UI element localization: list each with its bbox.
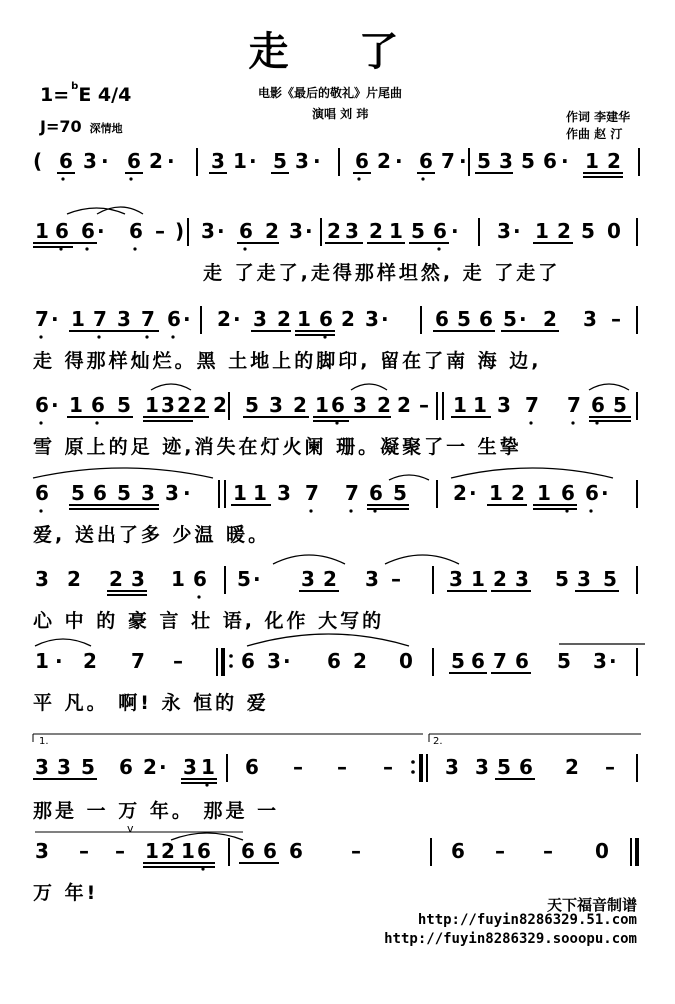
svg-text:6: 6 <box>241 649 255 673</box>
svg-text:2: 2 <box>353 649 367 673</box>
svg-text:2: 2 <box>327 219 341 243</box>
svg-text:3: 3 <box>35 567 49 591</box>
svg-text:2: 2 <box>511 481 525 505</box>
lyricist-credit: 作词 李建华 <box>566 110 631 124</box>
svg-text:·: · <box>513 219 521 243</box>
svg-text:5: 5 <box>451 649 465 673</box>
svg-text:–: – <box>419 393 429 417</box>
svg-text:·: · <box>519 307 527 331</box>
svg-text:0: 0 <box>607 219 621 243</box>
svg-text:2: 2 <box>293 393 307 417</box>
svg-text:·: · <box>97 219 105 243</box>
svg-text:·: · <box>159 755 167 779</box>
svg-text:1: 1 <box>145 839 159 863</box>
svg-text:3: 3 <box>583 307 597 331</box>
svg-text:5: 5 <box>555 567 569 591</box>
svg-text:·: · <box>253 567 261 591</box>
svg-text:1: 1 <box>471 567 485 591</box>
svg-text:2: 2 <box>177 393 191 417</box>
svg-text:·: · <box>55 649 63 673</box>
svg-text:3: 3 <box>35 755 49 779</box>
svg-text:1: 1 <box>145 393 159 417</box>
svg-text:1: 1 <box>253 481 267 505</box>
svg-text:6: 6 <box>355 149 369 173</box>
svg-text:3: 3 <box>353 393 367 417</box>
svg-text:6: 6 <box>433 219 447 243</box>
svg-text:·: · <box>167 149 175 173</box>
svg-text:3: 3 <box>57 755 71 779</box>
svg-text:3: 3 <box>499 149 513 173</box>
svg-text:6: 6 <box>543 149 557 173</box>
svg-text:–: – <box>155 219 165 243</box>
svg-text:·: · <box>283 649 291 673</box>
notation-svg <box>33 298 643 338</box>
lyric-line: 走 了走了,走得那样坦然, 走 了走了 <box>203 262 561 284</box>
svg-text:3: 3 <box>211 149 225 173</box>
svg-text:·: · <box>51 393 59 417</box>
svg-text:3: 3 <box>131 567 145 591</box>
svg-text:6: 6 <box>129 219 143 243</box>
svg-text:v: v <box>127 822 134 835</box>
film-caption: 电影《最后的敬礼》片尾曲 <box>258 86 403 100</box>
svg-text:6: 6 <box>451 839 465 863</box>
svg-text:2: 2 <box>83 649 97 673</box>
composer-credit: 作曲 赵 汀 <box>566 127 623 141</box>
svg-text:): ) <box>175 219 185 243</box>
svg-text:2: 2 <box>543 307 557 331</box>
svg-text:3: 3 <box>253 307 267 331</box>
key-rest: E 4/4 <box>78 84 132 106</box>
svg-text:6: 6 <box>197 839 211 863</box>
notation-svg <box>33 472 643 512</box>
expression-marking: 深情地 <box>89 122 123 135</box>
svg-text:5: 5 <box>613 393 627 417</box>
svg-text:5: 5 <box>503 307 517 331</box>
svg-text:3: 3 <box>497 393 511 417</box>
svg-text:3: 3 <box>301 567 315 591</box>
source-url-2[interactable]: http://fuyin8286329.sooopu.com <box>384 931 637 947</box>
source-url-1[interactable]: http://fuyin8286329.51.com <box>417 912 637 928</box>
svg-text:3: 3 <box>161 393 175 417</box>
svg-text:5: 5 <box>71 481 85 505</box>
svg-text:·: · <box>249 149 257 173</box>
notation-line <box>33 472 643 512</box>
svg-text:7: 7 <box>141 307 155 331</box>
svg-text:6: 6 <box>93 481 107 505</box>
svg-text:6: 6 <box>119 755 133 779</box>
svg-text:–: – <box>391 567 401 591</box>
svg-text:–: – <box>495 839 505 863</box>
svg-text:6: 6 <box>245 755 259 779</box>
svg-text:7: 7 <box>525 393 539 417</box>
svg-text:3: 3 <box>117 307 131 331</box>
svg-text:7: 7 <box>345 481 359 505</box>
svg-text:6: 6 <box>35 393 49 417</box>
lyric-line: 那是 一 万 年。 那是 一 <box>33 800 280 822</box>
svg-text:3: 3 <box>577 567 591 591</box>
svg-text:6: 6 <box>471 649 485 673</box>
notation-svg <box>33 140 643 180</box>
lyric-line: 爱, 送出了多 少温 暖。 <box>33 524 271 546</box>
svg-text:6: 6 <box>327 649 341 673</box>
svg-text:3: 3 <box>269 393 283 417</box>
notation-svg <box>33 210 643 250</box>
svg-text:3: 3 <box>267 649 281 673</box>
svg-text:–: – <box>115 839 125 863</box>
svg-text:3: 3 <box>295 149 309 173</box>
svg-text:·: · <box>381 307 389 331</box>
lyric-line: 平 凡。 啊! 永 恒的 爱 <box>33 692 269 714</box>
svg-text:6: 6 <box>369 481 383 505</box>
svg-text:5: 5 <box>117 481 131 505</box>
key-prefix: 1= <box>40 84 70 106</box>
svg-text:5: 5 <box>237 567 251 591</box>
svg-text:6: 6 <box>239 219 253 243</box>
svg-text:0: 0 <box>595 839 609 863</box>
svg-text:1: 1 <box>297 307 311 331</box>
notation-line <box>33 822 643 870</box>
svg-text:6: 6 <box>35 481 49 505</box>
svg-text:1: 1 <box>171 567 185 591</box>
svg-text:5: 5 <box>245 393 259 417</box>
notation-svg <box>33 558 643 598</box>
svg-text:3: 3 <box>449 567 463 591</box>
svg-text:7: 7 <box>493 649 507 673</box>
svg-text:·: · <box>561 149 569 173</box>
svg-text:6: 6 <box>561 481 575 505</box>
svg-text:1: 1 <box>585 149 599 173</box>
lyric-line: 万 年! <box>33 882 99 904</box>
svg-text:1: 1 <box>489 481 503 505</box>
svg-text:3: 3 <box>289 219 303 243</box>
svg-text:6: 6 <box>479 307 493 331</box>
svg-text:–: – <box>337 755 347 779</box>
svg-text:1.: 1. <box>39 736 49 747</box>
svg-text:3: 3 <box>165 481 179 505</box>
svg-text:·: · <box>305 219 313 243</box>
notation-svg <box>33 822 643 870</box>
song-title: 走 了 <box>248 29 427 75</box>
svg-text:5: 5 <box>273 149 287 173</box>
svg-text:2: 2 <box>213 393 227 417</box>
svg-text:–: – <box>611 307 621 331</box>
notation-line <box>33 736 643 780</box>
svg-text:3: 3 <box>365 307 379 331</box>
svg-text:2: 2 <box>607 149 621 173</box>
svg-text:7: 7 <box>131 649 145 673</box>
svg-text:·: · <box>601 481 609 505</box>
svg-text:7: 7 <box>93 307 107 331</box>
svg-text:6: 6 <box>591 393 605 417</box>
notation-line <box>33 298 643 338</box>
svg-text:3: 3 <box>515 567 529 591</box>
svg-text:5: 5 <box>393 481 407 505</box>
svg-text:1: 1 <box>537 481 551 505</box>
svg-text:2: 2 <box>143 755 157 779</box>
svg-text:3: 3 <box>475 755 489 779</box>
svg-text:6: 6 <box>81 219 95 243</box>
svg-text:7: 7 <box>567 393 581 417</box>
svg-text:6: 6 <box>91 393 105 417</box>
svg-text:7: 7 <box>441 149 455 173</box>
svg-text:·: · <box>609 649 617 673</box>
svg-text:–: – <box>605 755 615 779</box>
svg-text:6: 6 <box>419 149 433 173</box>
svg-text:·: · <box>101 149 109 173</box>
svg-text:2: 2 <box>565 755 579 779</box>
svg-text:1: 1 <box>181 839 195 863</box>
svg-text:2: 2 <box>341 307 355 331</box>
svg-text:2: 2 <box>217 307 231 331</box>
svg-text:1: 1 <box>35 649 49 673</box>
svg-text:2: 2 <box>397 393 411 417</box>
svg-text:1: 1 <box>35 219 49 243</box>
notation-svg <box>33 384 643 424</box>
lyric-line: 走 得那样灿烂。黑 土地上的脚印, 留在了南 海 边, <box>33 350 542 372</box>
svg-text:–: – <box>79 839 89 863</box>
svg-text:·: · <box>183 307 191 331</box>
notation-line <box>33 210 643 250</box>
svg-text:2: 2 <box>323 567 337 591</box>
svg-text:5: 5 <box>521 149 535 173</box>
svg-text:1: 1 <box>71 307 85 331</box>
svg-text:2: 2 <box>161 839 175 863</box>
svg-text:1: 1 <box>473 393 487 417</box>
svg-text:5: 5 <box>117 393 131 417</box>
svg-text:5: 5 <box>557 649 571 673</box>
svg-text:6: 6 <box>289 839 303 863</box>
svg-text:·: · <box>459 149 467 173</box>
key-flat: b <box>71 81 79 92</box>
svg-text:6: 6 <box>241 839 255 863</box>
svg-text:–: – <box>293 755 303 779</box>
svg-text:5: 5 <box>81 755 95 779</box>
svg-text:·: · <box>451 219 459 243</box>
svg-text:1: 1 <box>201 755 215 779</box>
lyric-line: 心 中 的 豪 言 壮 语, 化作 大写的 <box>33 610 385 632</box>
notation-svg <box>33 736 643 780</box>
svg-text:6: 6 <box>319 307 333 331</box>
svg-text:·: · <box>469 481 477 505</box>
notation-svg <box>33 640 643 680</box>
svg-text:2: 2 <box>493 567 507 591</box>
svg-text:·: · <box>395 149 403 173</box>
svg-text:–: – <box>383 755 393 779</box>
svg-text:6: 6 <box>59 149 73 173</box>
svg-text:6: 6 <box>263 839 277 863</box>
tempo-value: J=70 <box>40 117 82 136</box>
notation-line <box>33 558 643 598</box>
svg-text:6: 6 <box>515 649 529 673</box>
svg-text:5: 5 <box>581 219 595 243</box>
engraver-credit: 天下福音制谱 <box>546 896 637 914</box>
svg-text:6: 6 <box>127 149 141 173</box>
svg-text:3: 3 <box>201 219 215 243</box>
svg-text:6: 6 <box>193 567 207 591</box>
key-signature <box>40 81 132 106</box>
svg-text:·: · <box>233 307 241 331</box>
svg-text:6: 6 <box>435 307 449 331</box>
svg-text:3: 3 <box>141 481 155 505</box>
svg-text:1: 1 <box>315 393 329 417</box>
svg-text:3: 3 <box>35 839 49 863</box>
svg-text:1: 1 <box>389 219 403 243</box>
svg-text:1: 1 <box>233 481 247 505</box>
svg-text:7: 7 <box>305 481 319 505</box>
notation-line <box>33 384 643 424</box>
svg-text:0: 0 <box>399 649 413 673</box>
svg-text:2: 2 <box>67 567 81 591</box>
svg-text:·: · <box>51 307 59 331</box>
svg-text:6: 6 <box>55 219 69 243</box>
svg-text:1: 1 <box>535 219 549 243</box>
notation-line <box>33 640 643 680</box>
svg-text:–: – <box>543 839 553 863</box>
svg-text:2: 2 <box>109 567 123 591</box>
svg-text:1: 1 <box>233 149 247 173</box>
svg-text:2: 2 <box>369 219 383 243</box>
svg-text:–: – <box>351 839 361 863</box>
svg-text:6: 6 <box>331 393 345 417</box>
svg-text:2: 2 <box>193 393 207 417</box>
svg-text:2: 2 <box>149 149 163 173</box>
svg-text:1: 1 <box>69 393 83 417</box>
svg-text:3: 3 <box>593 649 607 673</box>
svg-text:5: 5 <box>497 755 511 779</box>
svg-text:2: 2 <box>453 481 467 505</box>
svg-text:3: 3 <box>345 219 359 243</box>
svg-text:5: 5 <box>477 149 491 173</box>
svg-text:2: 2 <box>377 149 391 173</box>
svg-text:·: · <box>183 481 191 505</box>
tempo-marking <box>40 117 123 136</box>
lyric-line: 雪 原上的足 迹,消失在灯火阑 珊。凝聚了一 生挚 <box>33 436 522 458</box>
svg-text:3: 3 <box>277 481 291 505</box>
svg-text:–: – <box>173 649 183 673</box>
singer-caption: 演唱 刘 玮 <box>312 107 369 121</box>
svg-text:(: ( <box>33 149 43 173</box>
svg-text:3: 3 <box>83 149 97 173</box>
svg-text:6: 6 <box>519 755 533 779</box>
svg-text:7: 7 <box>35 307 49 331</box>
svg-text:3: 3 <box>365 567 379 591</box>
svg-text:2.: 2. <box>433 736 443 747</box>
svg-text:2: 2 <box>557 219 571 243</box>
svg-text:3: 3 <box>497 219 511 243</box>
svg-text:3: 3 <box>445 755 459 779</box>
svg-text:5: 5 <box>603 567 617 591</box>
svg-text:6: 6 <box>167 307 181 331</box>
svg-text:·: · <box>217 219 225 243</box>
svg-text:·: · <box>313 149 321 173</box>
svg-text:2: 2 <box>265 219 279 243</box>
svg-text:2: 2 <box>377 393 391 417</box>
svg-text:6: 6 <box>585 481 599 505</box>
svg-text:2: 2 <box>277 307 291 331</box>
svg-text:5: 5 <box>411 219 425 243</box>
svg-text:5: 5 <box>457 307 471 331</box>
svg-text:3: 3 <box>183 755 197 779</box>
notation-line <box>33 140 643 180</box>
svg-text:1: 1 <box>453 393 467 417</box>
